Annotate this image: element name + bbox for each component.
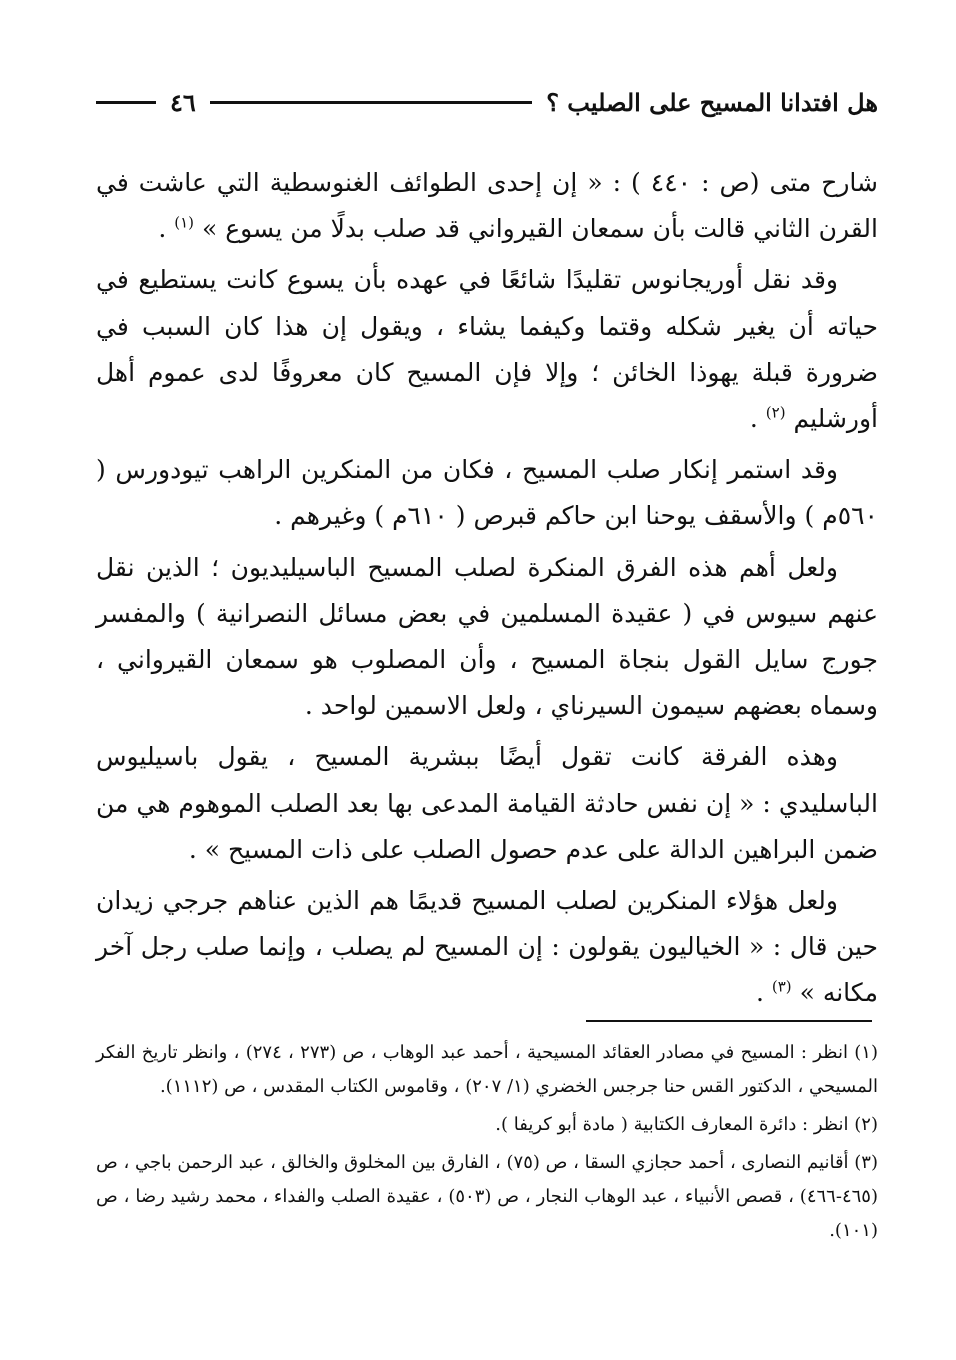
footnote-ref: (١) [174, 213, 194, 232]
footnote: (١) انظر : المسيح في مصادر العقائد المسيحية ، أحمد عبد الوهاب ، ص (٢٧٣ ، ٢٧٤) ، وانظر تاريخ الفكر المسيحي ، الدكتور القس حنا جرجس الخضري (١/ ٢٠٧) ، وقاموس الكتاب المقدس ، ص (١١١٢). [96, 1042, 878, 1097]
header-rule-short [96, 101, 156, 104]
paragraph: وقد نقل أوريجانوس تقليدًا شائعًا في عهده بأن يسوع كانت يستطيع في حياته أن يغير شكله وقتما وكيفما يشاء ، ويقول إن هذا كان السبب في ضرورة قبلة يهوذا الخائن ؛ وإلا فإن المسيح كان معروفًا لدى عموم أهل أورشليم $^{(٢)}$ . [96, 265, 878, 434]
footnotes [96, 1036, 878, 1252]
page-number: ٤٦ [170, 87, 196, 117]
paragraph: ولعل أهم هذه الفرق المنكرة لصلب المسيح الباسيليديون ؛ الذين نقل عنهم سيوس في ( عقيدة المسلمين في بعض مسائل النصرانية ) والمفسر جورج سايل القول بنجاة المسيح ، وأن المصلوب هو سمعان القيرواني ، وسماه بعضهم سيمون السيرناي ، ولعل الاسمين لواحد . [96, 552, 878, 721]
running-header [96, 84, 878, 120]
footnote: (٣) أقانيم النصارى ، أحمد حجازي السقا ، ص (٧٥) ، الفارق بين المخلوق والخالق ، عبد الرحمن باجي ، ص (٤٦٥-٤٦٦) ، قصص الأنبياء ، عبد الوهاب النجار ، ص (٥٠٣) ، عقيدة الصلب والفداء ، محمد رشيد رضا ، ص (١٠١). [96, 1152, 878, 1241]
body-text [96, 160, 878, 1022]
running-title: هل افتدانا المسيح على الصليب ؟ [546, 87, 878, 117]
paragraph: شارح متى (ص : ٤٤٠ ) : « إن إحدى الطوائف الغنوسطية التي عاشت في القرن الثاني قالت بأن سمعان القيرواني قد صلب بدلًا من يسوع » $^{(١)}$ . [96, 168, 878, 244]
paragraph: ولعل هؤلاء المنكرين لصلب المسيح قديمًا هم الذين عناهم جرجي زيدان حين قال : « الخياليون يقولون : إن المسيح لم يصلب ، وإنما صلب رجل آخر مكانه » $^{(٣)}$ . [96, 886, 878, 1008]
footnote: (٢) انظر : دائرة المعارف الكتابية ( مادة أبو كريفا ). [495, 1114, 878, 1135]
footnote-separator [586, 1020, 872, 1022]
footnote-ref: (٣) [771, 978, 792, 997]
header-rule [210, 101, 532, 104]
paragraph: وهذه الفرقة كانت تقول أيضًا ببشرية المسيح ، يقول باسيليوس الباسليدي : « إن نفس حادثة القيامة المدعى بها بعد الصلب الموهوم هي من ضمن البراهين الدالة على عدم حصول الصلب على ذات المسيح » . [96, 742, 878, 864]
footnote-ref: (٢) [765, 403, 786, 422]
paragraph: وقد استمر إنكار صلب المسيح ، فكان من المنكرين الراهب تيودورس ( ٥٦٠م ) والأسقف يوحنا ابن حاكم قبرص ( ٦١٠م ) وغيرهم . [96, 455, 878, 531]
